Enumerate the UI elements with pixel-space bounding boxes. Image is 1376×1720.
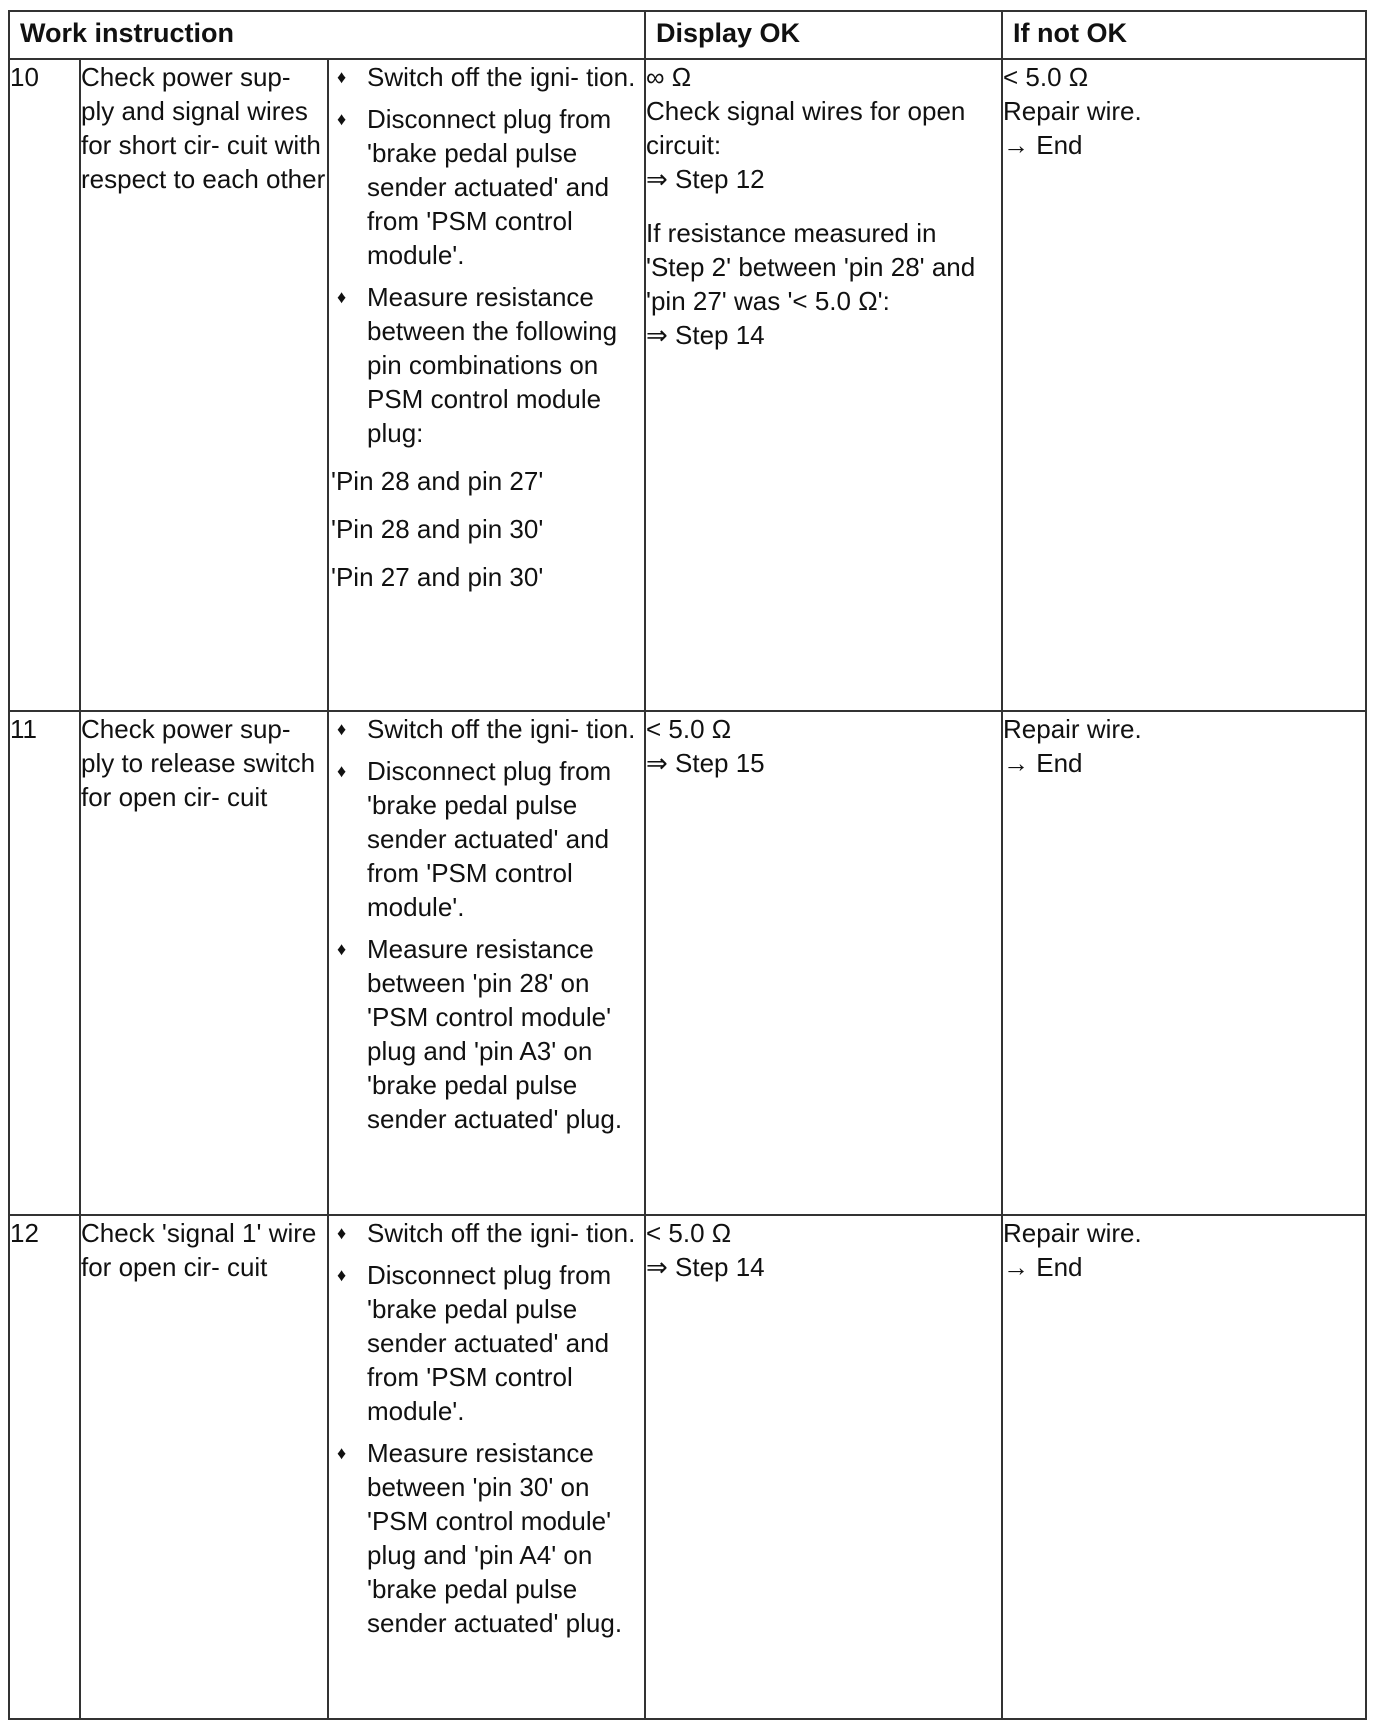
instruction-text: Switch off the igni- tion.: [367, 714, 636, 744]
step-description: Check power sup- ply and signal wires for short cir- cuit with respect to each other: [80, 59, 328, 711]
instruction-item: [329, 1436, 644, 1640]
display-ok-cell: [645, 711, 1002, 1215]
ok-value: < 5.0 Ω: [646, 1218, 732, 1248]
instruction-item: [329, 712, 644, 746]
step-instructions: [328, 711, 645, 1215]
instruction-text: Disconnect plug from 'brake pedal pulse sender actuated' and from 'PSM control module'.: [367, 104, 612, 270]
diamond-bullet-icon: ♦: [337, 719, 347, 739]
if-not-ok-cell: [1002, 59, 1366, 711]
instruction-text: Measure resistance between 'pin 28' on 'PSM control module' plug and 'pin A3' on 'brake pedal pulse sender actuated' plug.: [367, 934, 623, 1134]
step-description: Check 'signal 1' wire for open cir- cuit: [80, 1215, 328, 1719]
nok-next-step: → End: [1003, 748, 1083, 778]
header-work-instruction: Work instruction: [9, 11, 645, 59]
display-ok-cell: [645, 59, 1002, 711]
ok-text: Check signal wires for open circuit:: [646, 96, 966, 160]
work-instruction-table: [8, 10, 1367, 1720]
step-number: 10: [9, 59, 80, 711]
table-header-row: [9, 11, 1366, 59]
instruction-item: [329, 60, 644, 94]
step-description: Check power sup- ply to release switch for open cir- cuit: [80, 711, 328, 1215]
ok-value: ∞ Ω: [646, 62, 692, 92]
instruction-item: [329, 102, 644, 272]
step-instructions: [328, 1215, 645, 1719]
nok-next-step: → End: [1003, 1252, 1083, 1282]
pin-combination: 'Pin 28 and pin 27': [331, 466, 544, 496]
diamond-bullet-icon: ♦: [337, 1443, 347, 1463]
display-ok-cell: [645, 1215, 1002, 1719]
instruction-item: [329, 1258, 644, 1428]
table-row: [9, 59, 1366, 711]
nok-action: Repair wire.: [1003, 714, 1142, 744]
instruction-text: Switch off the igni- tion.: [367, 62, 636, 92]
ok-next-step: ⇒ Step 14: [646, 1252, 765, 1282]
step-number: 11: [9, 711, 80, 1215]
nok-value: < 5.0 Ω: [1003, 62, 1089, 92]
nok-action: Repair wire.: [1003, 96, 1142, 126]
diamond-bullet-icon: ♦: [337, 67, 347, 87]
instruction-item: [329, 1216, 644, 1250]
if-not-ok-cell: [1002, 1215, 1366, 1719]
header-if-not-ok: If not OK: [1002, 11, 1366, 59]
ok-next-step: ⇒ Step 14: [646, 320, 765, 350]
nok-next-step: → End: [1003, 130, 1083, 160]
instruction-item: [329, 754, 644, 924]
diamond-bullet-icon: ♦: [337, 1223, 347, 1243]
table-row: [9, 1215, 1366, 1719]
diamond-bullet-icon: ♦: [337, 109, 347, 129]
diamond-bullet-icon: ♦: [337, 939, 347, 959]
table-row: [9, 711, 1366, 1215]
ok-text: If resistance measured in 'Step 2' between 'pin 28' and 'pin 27' was '< 5.0 Ω':: [646, 218, 976, 316]
header-display-ok: Display OK: [645, 11, 1002, 59]
ok-value: < 5.0 Ω: [646, 714, 732, 744]
ok-next-step: ⇒ Step 15: [646, 748, 765, 778]
diamond-bullet-icon: ♦: [337, 761, 347, 781]
instruction-text: Disconnect plug from 'brake pedal pulse sender actuated' and from 'PSM control module'.: [367, 756, 612, 922]
instruction-text: Disconnect plug from 'brake pedal pulse sender actuated' and from 'PSM control module'.: [367, 1260, 612, 1426]
pin-combination: 'Pin 28 and pin 30': [331, 514, 544, 544]
instruction-text: Measure resistance between the following pin combinations on PSM control module plug:: [367, 282, 618, 448]
pin-combination: 'Pin 27 and pin 30': [331, 562, 544, 592]
if-not-ok-cell: [1002, 711, 1366, 1215]
instruction-text: Measure resistance between 'pin 30' on 'PSM control module' plug and 'pin A4' on 'brake pedal pulse sender actuated' plug.: [367, 1438, 623, 1638]
instruction-item: [329, 932, 644, 1136]
diamond-bullet-icon: ♦: [337, 1265, 347, 1285]
ok-next-step: ⇒ Step 12: [646, 164, 765, 194]
step-number: 12: [9, 1215, 80, 1719]
diamond-bullet-icon: ♦: [337, 287, 347, 307]
step-instructions: [328, 59, 645, 711]
nok-action: Repair wire.: [1003, 1218, 1142, 1248]
instruction-item: [329, 280, 644, 450]
instruction-text: Switch off the igni- tion.: [367, 1218, 636, 1248]
